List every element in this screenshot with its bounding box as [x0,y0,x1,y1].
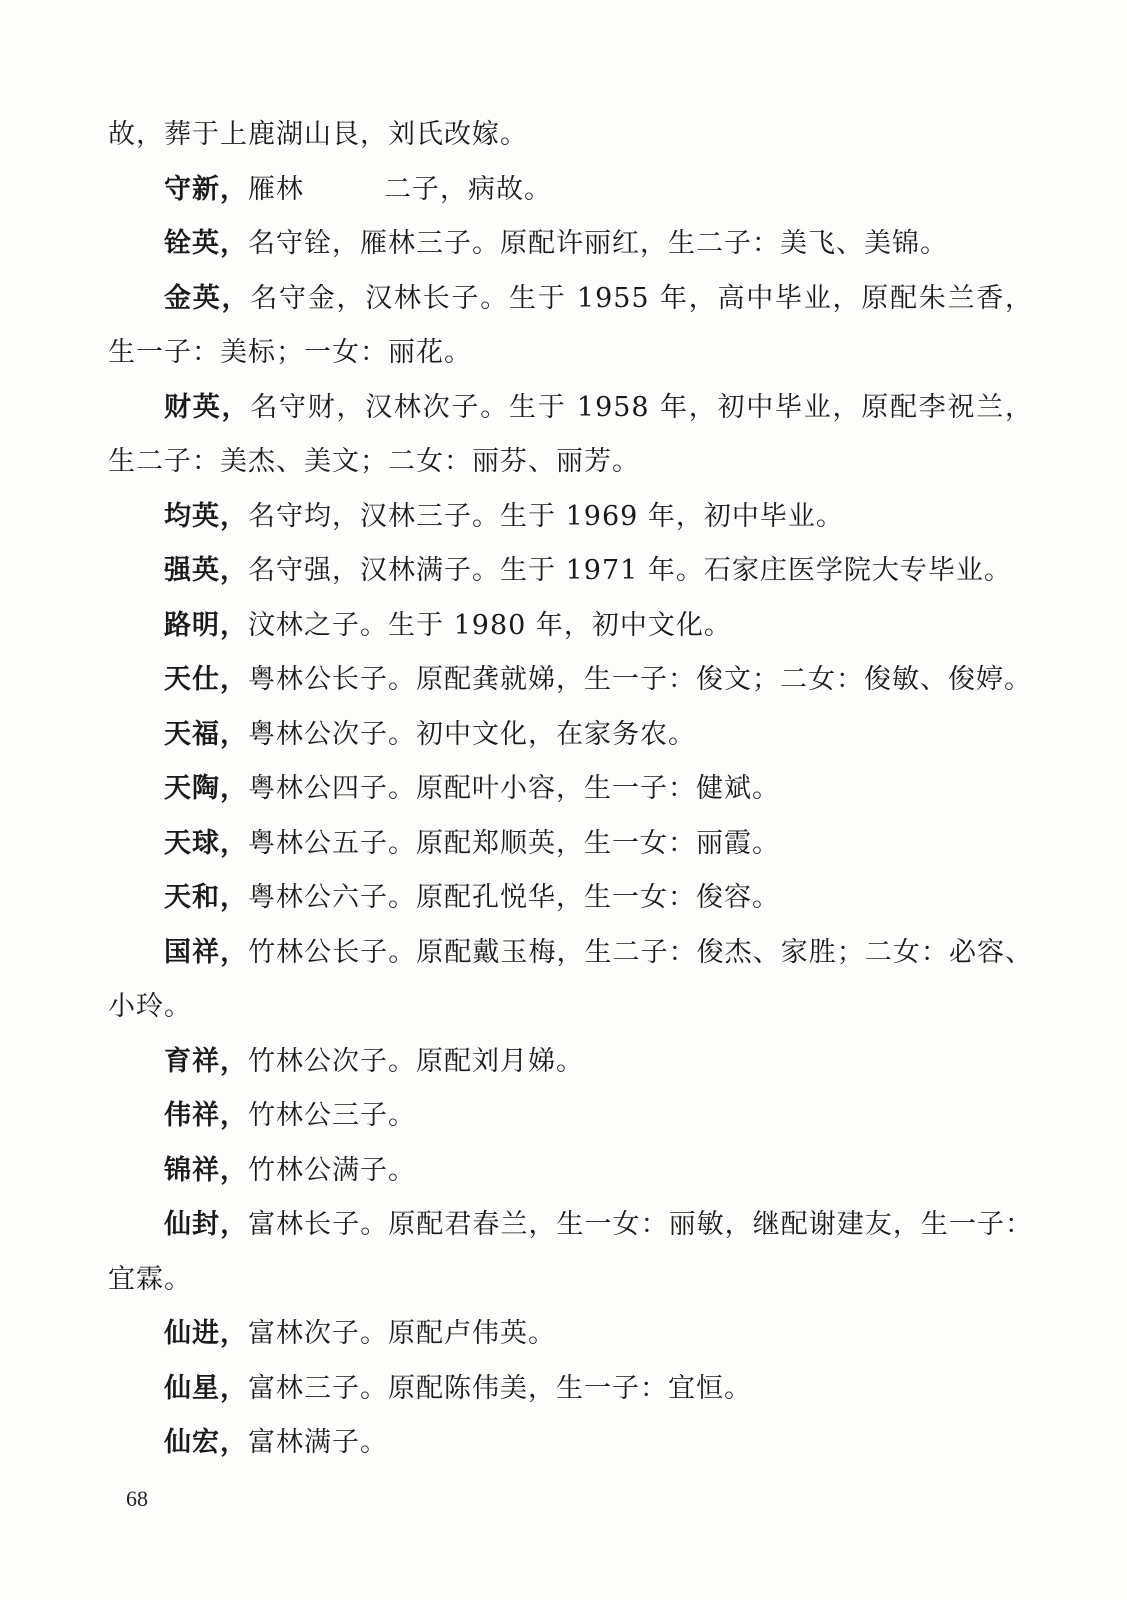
entry-name: 仙宏， [164,1427,248,1458]
entry-text: 竹林公满子。 [248,1154,416,1186]
entry-text: 雁林 [248,173,304,205]
entry-name: 仙封， [164,1209,249,1240]
entry-luming [108,599,1033,654]
entry-text: 粤林公六子。原配孔悦华，生一女：俊容。 [248,882,780,913]
entry-name: 锦祥， [164,1154,248,1186]
entry-text: 竹林公长子。原配戴玉梅，生二子：俊杰、家胜；二女：必容、小玲。 [108,936,1034,1022]
entry-text: 富林三子。原配陈伟美，生一子：宜恒。 [248,1372,752,1404]
entry-text: 粤林公长子。原配龚就娣，生一子：俊文；二女：俊敏、俊婷。 [248,664,1032,695]
entry-name: 天陶， [164,773,248,804]
entry-name: 路明， [164,609,248,641]
entry-text: 汶林之子。生于 1980 年，初中文化。 [248,609,732,641]
entry-name: 天福， [164,718,248,750]
entry-tiantao [108,762,1033,817]
entry-text: 名守铨，雁林三子。原配许丽红，生二子：美飞、美锦。 [248,228,948,259]
entry-name: 育祥， [164,1045,248,1077]
entry-yuxiang [108,1035,1033,1090]
entry-text: 富林次子。原配卢伟英。 [248,1318,556,1349]
entry-text: 二子，病故。 [384,173,552,205]
entry-name: 守新， [164,173,248,205]
entry-guoxiang [108,926,1033,1035]
entry-weixiang [108,1089,1033,1144]
entry-text: 粤林公次子。初中文化，在家务农。 [248,718,696,750]
continuation-text: 故，葬于上鹿湖山艮，刘氏改嫁。 [108,119,528,150]
entry-tianhe [108,871,1033,926]
entry-jinxiang [108,1144,1033,1199]
entry-text: 竹林公三子。 [248,1100,416,1131]
entry-shouxin [108,163,1033,218]
entry-text: 富林长子。原配君春兰，生一女：丽敏，继配谢建友，生一子：宜霖。 [108,1209,1034,1295]
entry-xianjin [108,1307,1033,1362]
entry-tianfu [108,708,1033,763]
entry-junying [108,490,1033,545]
entry-text: 名守金，汉林长子。生于 1955 年，高中毕业，原配朱兰香，生一子：美标；一女：丽花。 [108,282,1033,368]
entry-name: 金英， [164,282,251,314]
entry-text: 竹林公次子。原配刘月娣。 [248,1045,584,1077]
entry-name: 财英， [164,391,251,423]
entry-name: 天和， [164,882,248,913]
entry-text: 名守均，汉林三子。生于 1969 年，初中毕业。 [248,500,844,532]
entry-name: 强英， [164,555,248,586]
genealogy-entries [108,108,1033,1471]
entry-qiangying [108,544,1033,599]
page-number: 68 [126,1486,148,1511]
entry-name: 天球， [164,827,248,859]
entry-text: 名守强，汉林满子。生于 1971 年。石家庄医学院大专毕业。 [248,555,1012,586]
entry-name: 伟祥， [164,1100,248,1131]
entry-xianfeng [108,1198,1033,1307]
entry-xianxing [108,1362,1033,1417]
entry-name: 仙进， [164,1318,248,1349]
entry-jinying [108,272,1033,381]
entry-name: 铨英， [164,228,248,259]
entry-caiying [108,381,1033,490]
entry-xianhong [108,1416,1033,1471]
entry-name: 均英， [164,500,248,532]
entry-text: 粤林公五子。原配郑顺英，生一女：丽霞。 [248,827,780,859]
entry-name: 仙星， [164,1372,248,1404]
entry-text: 富林满子。 [248,1427,388,1458]
entry-tianshi [108,653,1033,708]
entry-text: 名守财，汉林次子。生于 1958 年，初中毕业，原配李祝兰，生二子：美杰、美文；二女：丽芬、丽芳。 [108,391,1033,477]
entry-name: 国祥， [164,936,249,968]
entry-quanying [108,217,1033,272]
entry-text: 粤林公四子。原配叶小容，生一子：健斌。 [248,773,780,804]
entry-tianqiu [108,817,1033,872]
entry-name: 天仕， [164,664,248,695]
